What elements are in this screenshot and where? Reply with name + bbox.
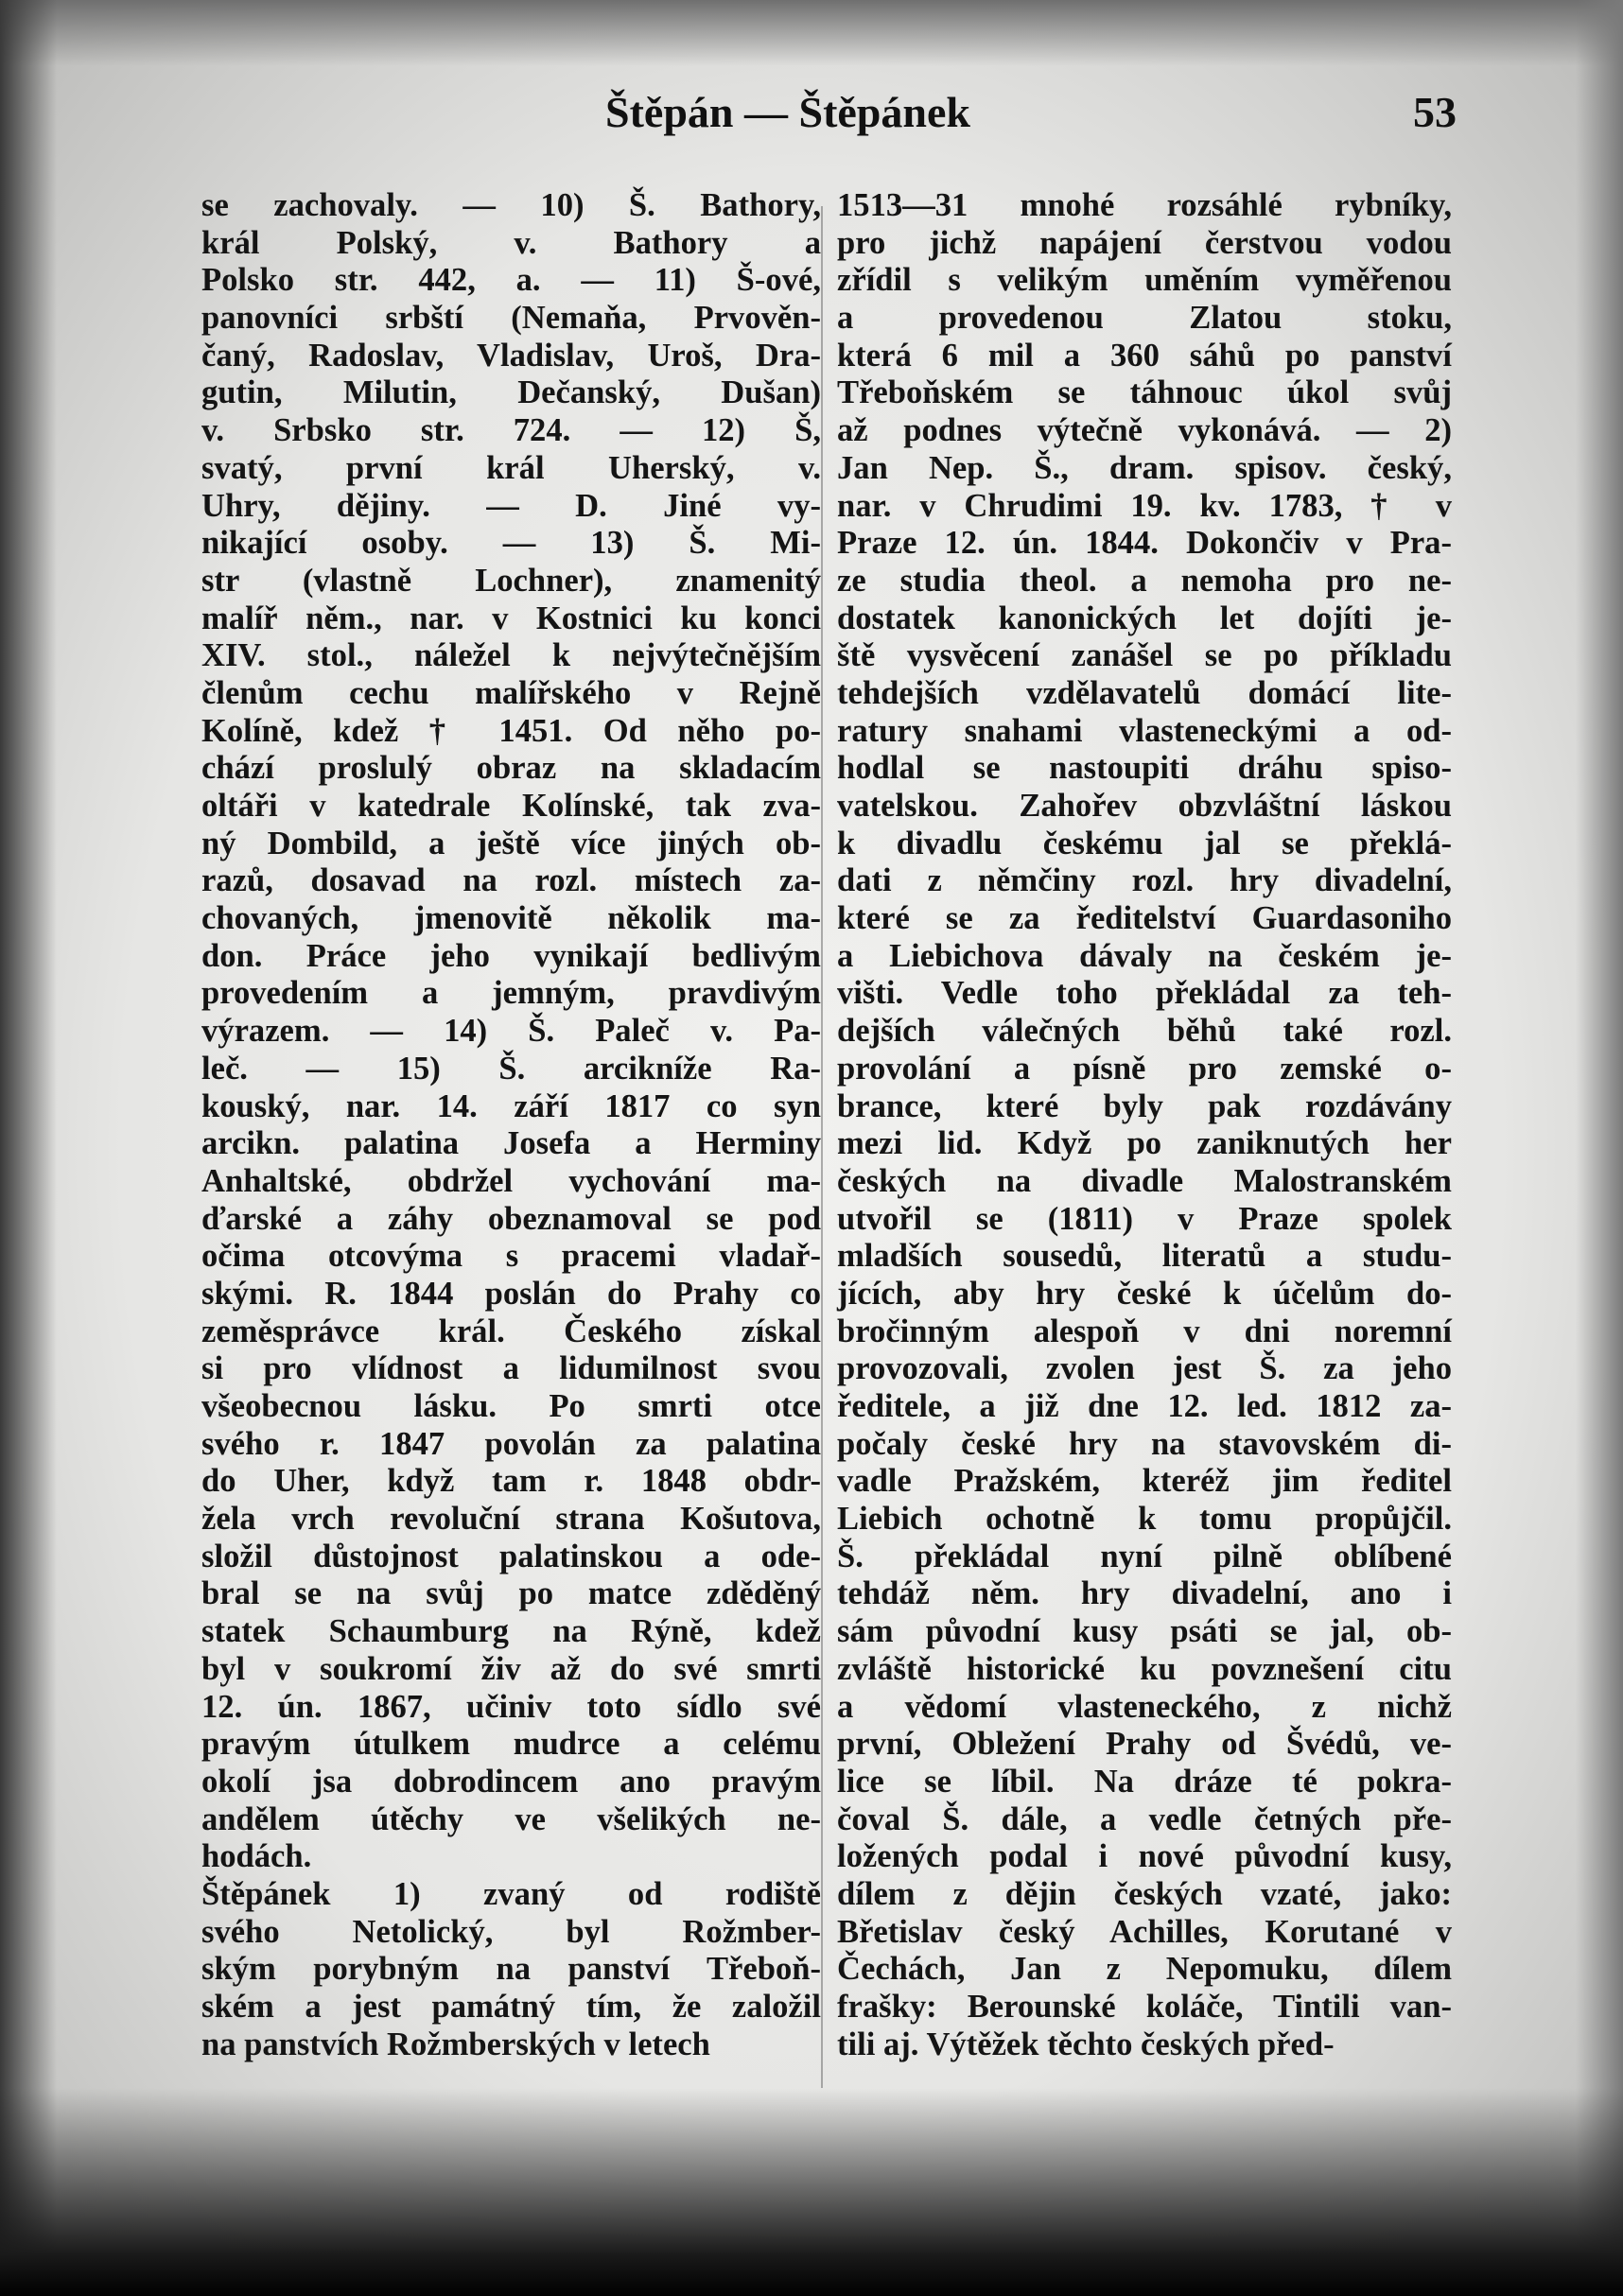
scan-shadow-top [0, 0, 1623, 66]
text-line: Uhry, dějiny. — D. Jiné vy- [201, 487, 821, 524]
text-line: statek Schaumburg na Rýně, kdež [201, 1613, 821, 1650]
text-line: chází proslulý obraz na skladacím [201, 750, 821, 787]
text-line: a vědomí vlasteneckého, z nichž [837, 1688, 1452, 1725]
text-line: Praze 12. ún. 1844. Dokončiv v Pra- [837, 525, 1452, 562]
text-line: dostatek kanonických let dojíti je- [837, 600, 1452, 636]
text-line: provozovali, zvolen jest Š. za jeho [837, 1350, 1452, 1387]
text-line: složil důstojnost palatinskou a ode- [201, 1538, 821, 1574]
text-line: Anhaltské, obdržel vychování ma- [201, 1162, 821, 1199]
scan-shadow-left [0, 0, 57, 2296]
text-line: českých na divadle Malostranském [837, 1162, 1452, 1199]
text-line: provedením a jemným, pravdivým [201, 975, 821, 1012]
text-line: vatelskou. Zahořev obzvláštní láskou [837, 788, 1452, 824]
text-line: Jan Nep. Š., dram. spisov. český, [837, 449, 1452, 486]
text-line: očima otcovýma s pracemi vladař- [201, 1238, 821, 1275]
text-line: Liebich ochotně k tomu propůjčil. [837, 1501, 1452, 1538]
right-text-column [837, 187, 1452, 2063]
text-line: višti. Vedle toho překládal za teh- [837, 975, 1452, 1012]
text-line: která 6 mil a 360 sáhů po panství [837, 337, 1452, 374]
text-line: frašky: Berounské koláče, Tintili van- [837, 1989, 1452, 2025]
text-line: ště vysvěcení zanášel se po příkladu [837, 637, 1452, 674]
text-line: ředitele, a již dne 12. led. 1812 za- [837, 1388, 1452, 1424]
text-line: arcikn. palatina Josefa a Herminy [201, 1125, 821, 1162]
text-line: dílem z dějin českých vzaté, jako: [837, 1875, 1452, 1912]
column-divider [821, 206, 823, 2088]
text-line: ským porybným na panství Třeboň- [201, 1951, 821, 1988]
text-line: nikající osoby. — 13) Š. Mi- [201, 525, 821, 562]
text-line: andělem útěchy ve všelikých ne- [201, 1800, 821, 1837]
text-line: tili aj. Výtěžek těchto českých před- [837, 2026, 1335, 2062]
text-line: svého Netolický, byl Rožmber- [201, 1913, 821, 1950]
text-line: bročinným alespoň v dni noremní [837, 1313, 1452, 1349]
text-line: čoval Š. dále, a vedle četných pře- [837, 1800, 1452, 1837]
text-line: pro jichž napájení čerstvou vodou [837, 224, 1452, 261]
text-line: a Liebichova dávaly na českém je- [837, 937, 1452, 974]
scan-shadow-bottom [0, 2088, 1623, 2296]
text-line: svatý, první král Uherský, v. [201, 449, 821, 486]
text-line: Břetislav český Achilles, Korutané v [837, 1913, 1452, 1950]
text-line: dejších válečných běhů také rozl. [837, 1013, 1452, 1050]
text-line: Třeboňském se táhnouc úkol svůj [837, 374, 1452, 411]
text-line: provolání a písně pro zemské o- [837, 1050, 1452, 1087]
text-line: Polsko str. 442, a. — 11) Š-ové, [201, 262, 821, 299]
text-line: čaný, Radoslav, Vladislav, Uroš, Dra- [201, 337, 821, 374]
text-line: Štěpánek 1) zvaný od rodiště [201, 1875, 821, 1912]
text-line: leč. — 15) Š. arcikníže Ra- [201, 1050, 821, 1087]
text-line: malíř něm., nar. v Kostnici ku konci [201, 600, 821, 636]
text-line: don. Práce jeho vynikají bedlivým [201, 937, 821, 974]
text-line: Kolíně, kdež † 1451. Od něho po- [201, 712, 821, 749]
text-line: počaly české hry na stavovském di- [837, 1425, 1452, 1462]
text-line: tehdejších vzdělavatelů domácí lite- [837, 674, 1452, 711]
text-line: panovníci srbští (Nemaňa, Prvověn- [201, 300, 821, 337]
text-line: byl v soukromí živ až do své smrti [201, 1650, 821, 1687]
text-line: se zachovaly. — 10) Š. Bathory, [201, 187, 821, 223]
text-line: si pro vlídnost a lidumilnost svou [201, 1350, 821, 1387]
text-line: pravým útulkem mudrce a celému [201, 1726, 821, 1763]
text-line: ském a jest památný tím, že založil [201, 1989, 821, 2025]
text-line: XIV. stol., náležel k nejvýtečnějším [201, 637, 821, 674]
text-line: zvláště historické ku povznešení citu [837, 1650, 1452, 1687]
text-line: jících, aby hry české k účelům do- [837, 1275, 1452, 1312]
text-line: sám původní kusy psáti se jal, ob- [837, 1613, 1452, 1650]
left-text-column [201, 187, 821, 2063]
text-line: mladších sousedů, literatů a studu- [837, 1238, 1452, 1275]
text-line: všeobecnou lásku. Po smrti otce [201, 1388, 821, 1424]
text-line: ze studia theol. a nemoha pro ne- [837, 562, 1452, 599]
text-line: brance, které byly pak rozdávány [837, 1087, 1452, 1124]
text-line: str (vlastně Lochner), znamenitý [201, 562, 821, 599]
text-line: zřídil s velikým uměním vyměřenou [837, 262, 1452, 299]
text-line: mezi lid. Když po zaniknutých her [837, 1125, 1452, 1162]
text-line: ložených podal i nové původní kusy, [837, 1838, 1452, 1875]
scan-shadow-right [1576, 0, 1623, 2296]
text-line: do Uher, když tam r. 1848 obdr- [201, 1463, 821, 1500]
text-line: výrazem. — 14) Š. Paleč v. Pa- [201, 1013, 821, 1050]
text-line: vadle Pražském, kteréž jim ředitel [837, 1463, 1452, 1500]
text-line: ný Dombild, a ještě více jiných ob- [201, 825, 821, 861]
text-line: bral se na svůj po matce zděděný [201, 1575, 821, 1612]
text-line: hodlal se nastoupiti dráhu spiso- [837, 750, 1452, 787]
text-line: kouský, nar. 14. září 1817 co syn [201, 1087, 821, 1124]
text-line: Čechách, Jan z Nepomuku, dílem [837, 1951, 1452, 1988]
text-line: zeměsprávce král. Českého získal [201, 1313, 821, 1349]
text-line: razů, dosavad na rozl. místech za- [201, 862, 821, 899]
text-line: které se za ředitelství Guardasoniho [837, 900, 1452, 937]
text-line: Š. překládal nyní pilně oblíbené [837, 1538, 1452, 1574]
text-line: v. Srbsko str. 724. — 12) Š, [201, 412, 821, 449]
text-line: 12. ún. 1867, učiniv toto sídlo své [201, 1688, 821, 1725]
text-line: až podnes výtečně vykonává. — 2) [837, 412, 1452, 449]
text-line: svého r. 1847 povolán za palatina [201, 1425, 821, 1462]
text-line: k divadlu českému jal se překlá- [837, 825, 1452, 861]
text-line: král Polský, v. Bathory a [201, 224, 821, 261]
text-line: ratury snahami vlasteneckými a od- [837, 712, 1452, 749]
text-line: hodách. [201, 1838, 312, 1875]
text-line: ďarské a záhy obeznamoval se pod [201, 1200, 821, 1237]
text-line: nar. v Chrudimi 19. kv. 1783, † v [837, 487, 1452, 524]
text-line: skými. R. 1844 poslán do Prahy co [201, 1275, 821, 1312]
page-number: 53 [1413, 88, 1457, 136]
text-line: okolí jsa dobrodincem ano pravým [201, 1763, 821, 1800]
text-line: chovaných, jmenovitě několik ma- [201, 900, 821, 937]
page-header [189, 87, 1457, 144]
text-line: tehdáž něm. hry divadelní, ano i [837, 1575, 1452, 1612]
text-line: utvořil se (1811) v Praze spolek [837, 1200, 1452, 1237]
text-line: dati z němčiny rozl. hry divadelní, [837, 862, 1452, 899]
text-line: gutin, Milutin, Dečanský, Dušan) [201, 374, 821, 411]
text-line: první, Obležení Prahy od Švédů, ve- [837, 1726, 1452, 1763]
text-line: na panstvích Rožmberských v letech [201, 2026, 710, 2062]
running-head: Štěpán — Štěpánek [605, 88, 970, 136]
text-line: žela vrch revoluční strana Košutova, [201, 1501, 821, 1538]
text-line: členům cechu malířského v Rejně [201, 674, 821, 711]
text-line: a provedenou Zlatou stoku, [837, 300, 1452, 337]
text-line: lice se líbil. Na dráze té pokra- [837, 1763, 1452, 1800]
text-line: 1513—31 mnohé rozsáhlé rybníky, [837, 187, 1452, 223]
text-line: oltáři v katedrale Kolínské, tak zva- [201, 788, 821, 824]
